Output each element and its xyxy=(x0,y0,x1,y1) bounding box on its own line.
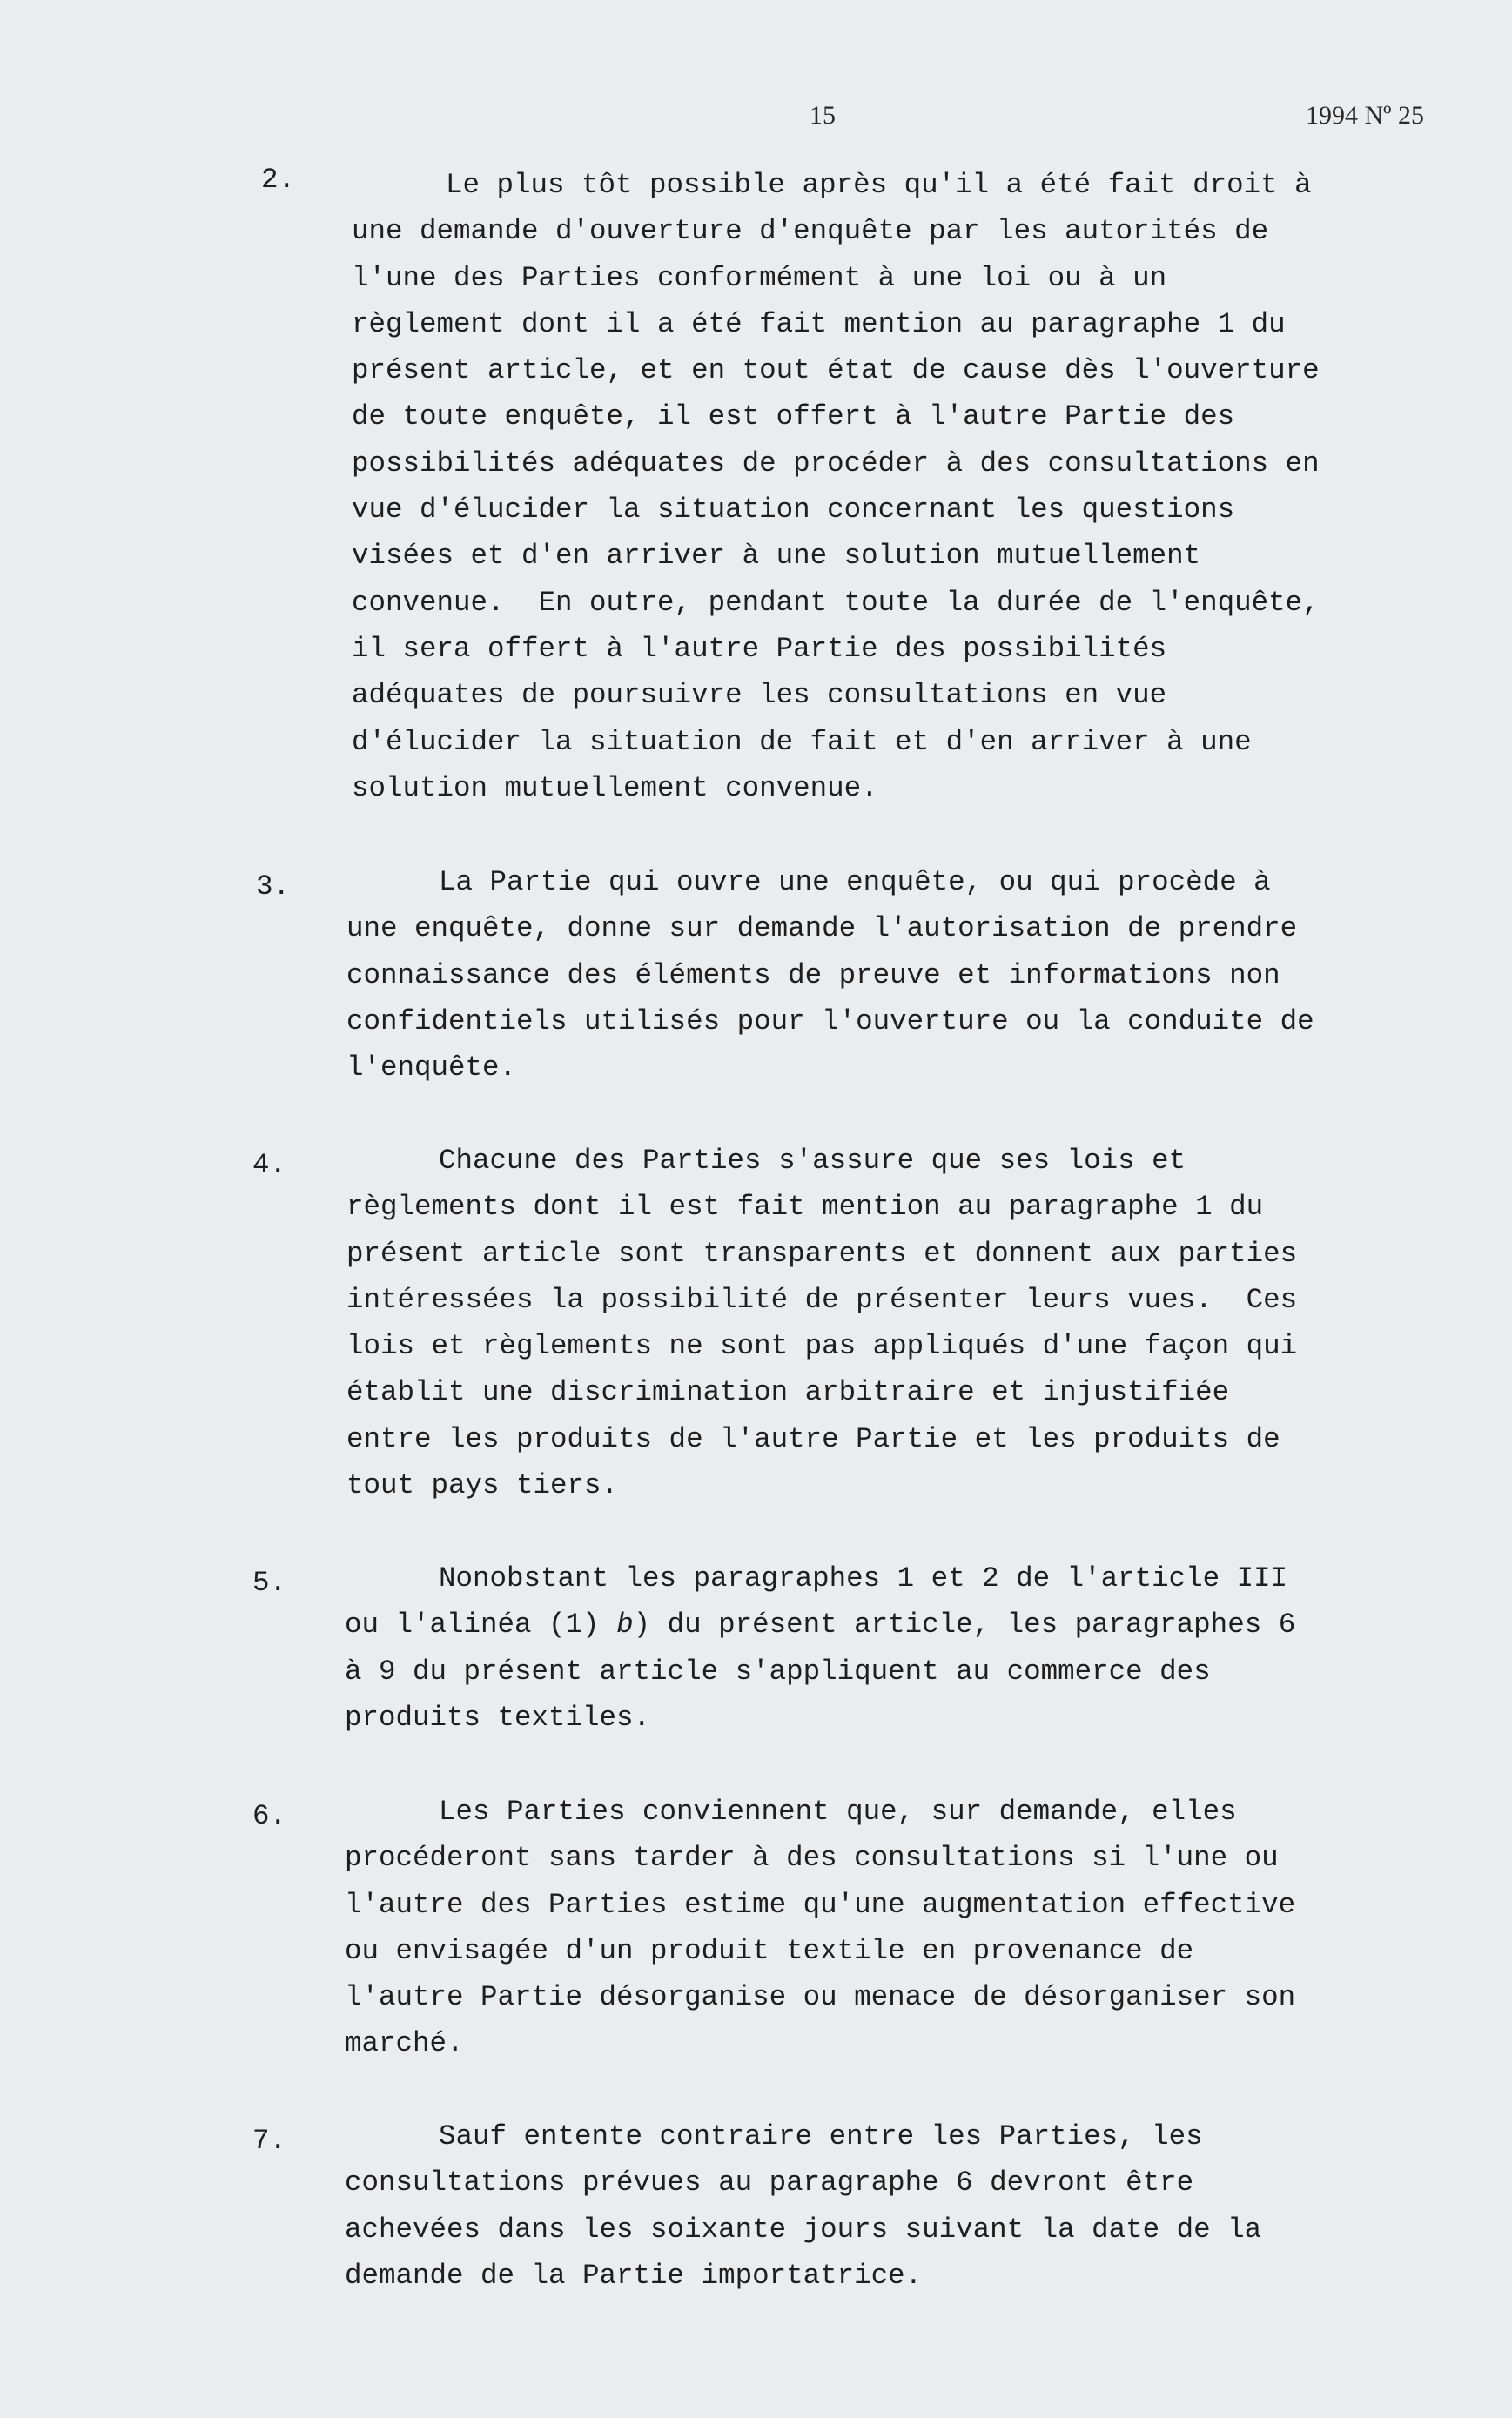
text-line: demande de la Partie importatrice. xyxy=(345,2259,923,2292)
text-line: possibilités adéquates de procéder à des consultations en xyxy=(352,447,1320,480)
text-line: Sauf entente contraire entre les Parties, les xyxy=(439,2120,1203,2153)
text-line: visées et d'en arriver à une solution mutuellement xyxy=(352,540,1201,573)
text-line: l'autre Partie désorganise ou menace de désorganiser son xyxy=(345,1981,1296,2014)
text-line: l'enquête. xyxy=(346,1051,517,1085)
text-line: vue d'élucider la situation concernant les questions xyxy=(352,494,1235,527)
paragraph-number: 7. xyxy=(252,2125,287,2157)
paragraph-6 xyxy=(256,1789,1295,2067)
document-reference: 1994 Nº 25 xyxy=(1306,101,1424,130)
text-line: convenue. En outre, pendant toute la durée de l'enquête, xyxy=(352,586,1320,619)
text-line: présent article sont transparents et donnent aux parties xyxy=(346,1237,1298,1270)
text-line: produits textiles. xyxy=(345,1701,651,1734)
paragraph-7 xyxy=(256,2113,1261,2299)
paragraph-number: 2. xyxy=(261,164,296,196)
text-line: solution mutuellement convenue. xyxy=(352,771,878,804)
text-line: d'élucider la situation de fait et d'en arriver à une xyxy=(352,725,1252,758)
paragraph-5 xyxy=(256,1555,1295,1741)
text-line: règlements dont il est fait mention au paragraphe 1 du xyxy=(346,1191,1264,1224)
text-line: règlement dont il a été fait mention au paragraphe 1 du xyxy=(352,307,1286,340)
text-line: consultations prévues au paragraphe 6 devront être xyxy=(345,2166,1194,2200)
text-line: lois et règlements ne sont pas appliqués d'une façon qui xyxy=(346,1330,1298,1363)
text-line: confidentiels utilisés pour l'ouverture ou la conduite de xyxy=(346,1004,1314,1038)
text-line: La Partie qui ouvre une enquête, ou qui procède à xyxy=(439,866,1271,898)
text-line: présent article, et en tout état de cause dès l'ouverture xyxy=(352,354,1320,387)
text-line: une enquête, donne sur demande l'autorisation de prendre xyxy=(346,912,1298,945)
text-line: procéderont sans tarder à des consultations si l'une ou xyxy=(345,1842,1279,1875)
text-line: adéquates de poursuivre les consultations en vue xyxy=(352,679,1167,712)
paragraph-4 xyxy=(258,1138,1297,1508)
text-line: Les Parties conviennent que, sur demande, elles xyxy=(439,1796,1237,1828)
paragraph-number: 3. xyxy=(256,870,291,903)
text-line: Le plus tôt possible après qu'il a été fait droit à xyxy=(446,169,1312,201)
text-line: de toute enquête, il est offert à l'autre Partie des xyxy=(352,400,1235,433)
text-line: à 9 du présent article s'appliquent au commerce des xyxy=(345,1655,1211,1688)
paragraph-number: 6. xyxy=(252,1800,287,1832)
text-line: achevées dans les soixante jours suivant la date de la xyxy=(345,2213,1262,2246)
text-line: l'une des Parties conformément à une loi ou à un xyxy=(352,261,1167,294)
text-line: l'autre des Parties estime qu'une augmentation effective xyxy=(345,1888,1296,1921)
text-line: tout pays tiers. xyxy=(346,1469,619,1502)
text-line: entre les produits de l'autre Partie et les produits de xyxy=(346,1422,1280,1455)
paragraph-3 xyxy=(258,859,1314,1091)
paragraph-2 xyxy=(259,162,1320,811)
text-line: ou l'alinéa (1) b) du présent article, les paragraphes 6 xyxy=(345,1609,1296,1642)
text-line: marché. xyxy=(345,2027,464,2060)
text-line: il sera offert à l'autre Partie des possibilités xyxy=(352,632,1167,665)
text-line: Chacune des Parties s'assure que ses lois et xyxy=(439,1145,1186,1177)
text-line: ou envisagée d'un produit textile en provenance de xyxy=(345,1934,1194,1967)
text-line: connaissance des éléments de preuve et informations non xyxy=(346,958,1280,991)
page-number: 15 xyxy=(810,101,836,130)
text-line: Nonobstant les paragraphes 1 et 2 de l'article III xyxy=(439,1562,1288,1595)
paragraph-number: 4. xyxy=(252,1149,287,1181)
text-line: une demande d'ouverture d'enquête par les autorités de xyxy=(352,215,1269,248)
text-line: intéressées la possibilité de présenter leurs vues. Ces xyxy=(346,1283,1298,1316)
paragraph-number: 5. xyxy=(252,1567,287,1599)
text-line: établit une discrimination arbitraire et injustifiée xyxy=(346,1376,1230,1409)
